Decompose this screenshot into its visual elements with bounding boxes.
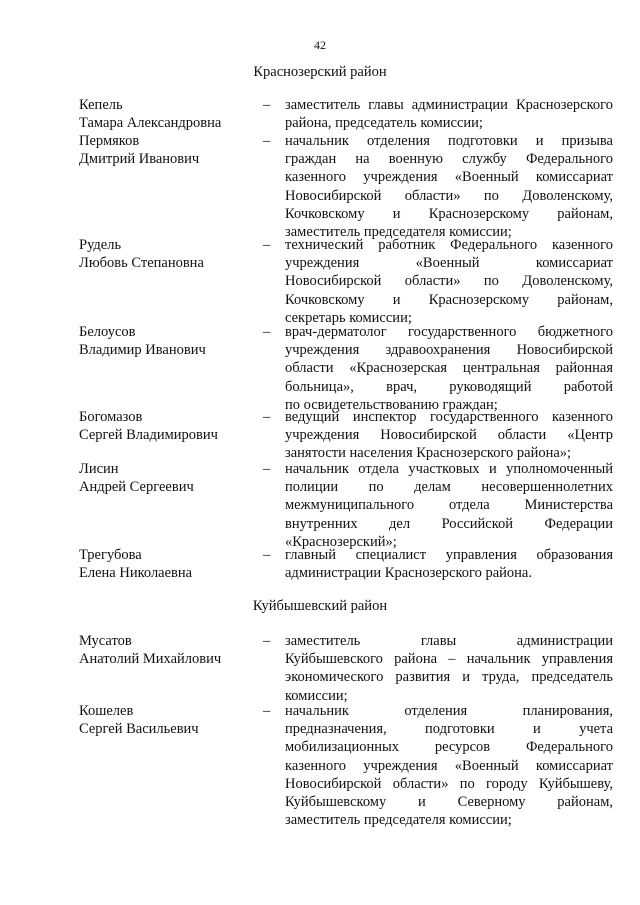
role-line: Кочковскому и Краснозерскому районам, <box>285 291 613 308</box>
dash: – <box>263 409 271 425</box>
role-line: заместитель председателя комиссии; <box>285 224 512 241</box>
role-line: начальник отделения подготовки и призыва <box>285 133 613 149</box>
member-surname: Белоусов <box>79 324 136 340</box>
member-surname: Пермяков <box>79 133 140 149</box>
role-line: полиции по делам несовершеннолетних <box>285 479 613 496</box>
member-given-name: Тамара Александровна <box>79 115 222 132</box>
role-line: по освидетельствованию граждан; <box>285 396 498 413</box>
role-line: Новосибирской области» по Доволенскому, <box>285 273 613 290</box>
member-role <box>285 96 613 132</box>
member-surname: Рудель <box>79 237 122 253</box>
member-name <box>79 546 264 582</box>
member-role <box>285 460 613 551</box>
dash: – <box>263 237 271 253</box>
role-line: врач-дерматолог государственного бюджетного <box>285 324 613 340</box>
member-surname: Трегубова <box>79 547 142 563</box>
member-name <box>79 96 264 132</box>
member-role <box>285 408 613 463</box>
role-line: казенного учреждения «Военный комиссариат <box>285 169 613 186</box>
role-line: Куйбышевскому и Северному районам, <box>285 794 613 811</box>
role-line: внутренних дел Российской Федерации <box>285 515 613 532</box>
member-role <box>285 236 613 327</box>
member-role <box>285 323 613 414</box>
member-given-name: Сергей Владимирович <box>79 427 218 444</box>
role-line: экономического развития и труда, председатель <box>285 669 613 686</box>
role-line: больница», врач, руководящий работой <box>285 378 613 395</box>
member-given-name: Андрей Сергеевич <box>79 479 194 496</box>
dash: – <box>263 633 271 649</box>
role-line: администрации Краснозерского района. <box>285 565 532 582</box>
member-given-name: Анатолий Михайлович <box>79 651 222 668</box>
role-line: начальник отдела участковых и уполномоченный <box>285 461 613 477</box>
member-name <box>79 460 264 496</box>
member-name <box>79 236 264 272</box>
role-line: главный специалист управления образования <box>285 547 613 563</box>
dash: – <box>263 703 271 719</box>
role-line: ведущий инспектор государственного казенного <box>285 409 613 425</box>
role-line: заместитель председателя комиссии; <box>285 812 512 829</box>
member-surname: Кепель <box>79 97 123 113</box>
member-given-name: Сергей Васильевич <box>79 721 199 738</box>
role-line: заместитель главы администрации Краснозерского <box>285 97 613 113</box>
role-line: мобилизационных ресурсов Федерального <box>285 739 613 756</box>
member-surname: Лисин <box>79 461 119 477</box>
member-role <box>285 132 613 241</box>
role-line: области «Краснозерская центральная районная <box>285 360 613 377</box>
member-name <box>79 408 264 444</box>
role-line: района, председатель комиссии; <box>285 115 483 132</box>
dash: – <box>263 324 271 340</box>
member-name <box>79 632 264 668</box>
member-surname: Мусатов <box>79 633 132 649</box>
member-surname: Богомазов <box>79 409 143 425</box>
role-line: занятости населения Краснозерского района»; <box>285 445 572 462</box>
role-line: граждан на военную службу Федерального <box>285 151 613 168</box>
role-line: Новосибирской области» по городу Куйбышеву, <box>285 775 613 792</box>
member-given-name: Дмитрий Иванович <box>79 151 200 168</box>
role-line: учреждения Новосибирской области «Центр <box>285 427 613 444</box>
role-line: межмуниципального отдела Министерства <box>285 497 613 514</box>
dash: – <box>263 133 271 149</box>
district-title: Краснозерский район <box>253 64 387 80</box>
member-name <box>79 323 264 359</box>
member-name <box>79 132 264 168</box>
role-line: комиссии; <box>285 687 348 704</box>
member-role <box>285 632 613 705</box>
role-line: учреждения здравоохранения Новосибирской <box>285 342 613 359</box>
district-title: Куйбышевский район <box>252 598 388 614</box>
role-line: казенного учреждения «Военный комиссариат <box>285 757 613 774</box>
role-line: «Краснозерский»; <box>285 533 397 550</box>
member-given-name: Елена Николаевна <box>79 565 193 582</box>
role-line: секретарь комиссии; <box>285 309 412 326</box>
dash: – <box>263 461 271 477</box>
role-line: учреждения «Военный комиссариат <box>285 255 613 272</box>
role-line: Кочковскому и Краснозерскому районам, <box>285 205 613 222</box>
member-given-name: Владимир Иванович <box>79 342 206 359</box>
dash: – <box>263 547 271 563</box>
member-name <box>79 702 264 738</box>
role-line: Куйбышевского района – начальник управления <box>285 651 613 668</box>
role-line: Новосибирской области» по Доволенскому, <box>285 187 613 204</box>
member-role <box>285 702 613 829</box>
role-line: технический работник Федерального казенного <box>285 237 613 253</box>
role-line: заместитель главы администрации <box>285 633 613 649</box>
role-line: предназначения, подготовки и учета <box>285 721 613 738</box>
member-surname: Кошелев <box>79 703 134 719</box>
dash: – <box>263 97 271 113</box>
member-given-name: Любовь Степановна <box>79 255 204 272</box>
page-number: 42 <box>314 38 326 52</box>
role-line: начальник отделения планирования, <box>285 703 613 719</box>
member-role <box>285 546 613 582</box>
